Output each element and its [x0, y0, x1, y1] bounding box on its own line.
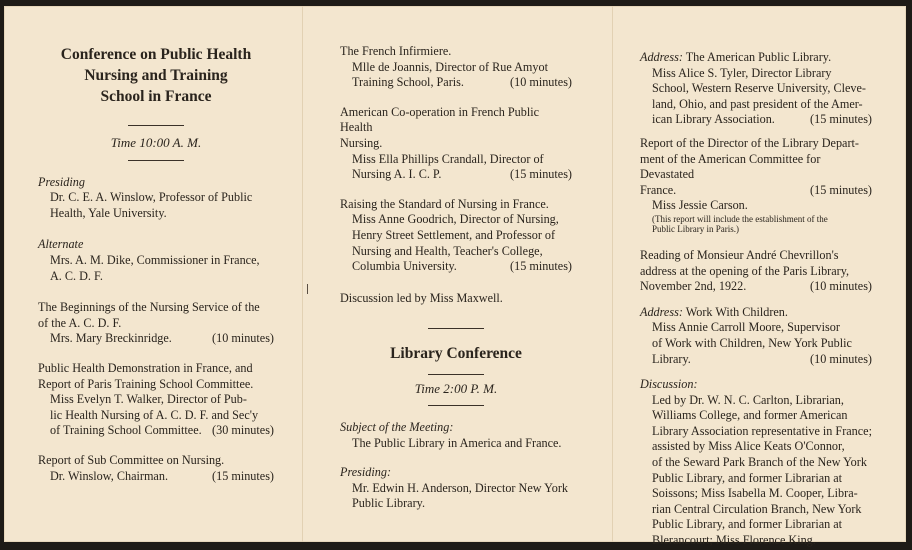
discussion-text: Library Association representative in France; — [652, 423, 872, 438]
speaker-row — [38, 331, 274, 347]
duration: (30 minutes) — [212, 423, 274, 438]
agenda-item: address at the opening of the Paris Library, — [640, 263, 850, 278]
speaker: ican Library Association. — [652, 112, 775, 127]
presiding-text: Health, Yale University. — [50, 205, 167, 220]
divider — [428, 405, 484, 406]
agenda-item: Public Health Demonstration in France, and — [38, 360, 253, 375]
speaker-row — [38, 423, 274, 439]
duration: (10 minutes) — [212, 331, 274, 346]
speaker: land, Ohio, and past president of the Amer- — [652, 96, 863, 111]
speaker: of Work with Children, New York Public — [652, 335, 852, 350]
agenda-item: Report of Paris Training School Committee. — [38, 376, 254, 391]
speaker: Nursing and Health, Teacher's College, — [352, 243, 543, 258]
speaker: Henry Street Settlement, and Professor of — [352, 227, 556, 242]
discussion-text: assisted by Miss Alice Keats O'Connor, — [652, 439, 845, 454]
library-conference-title: Library Conference — [390, 345, 522, 363]
speaker-row — [640, 112, 872, 128]
agenda-item: Nursing. — [340, 135, 383, 150]
agenda-item: Report of Sub Committee on Nursing. — [38, 452, 225, 467]
program-sheet — [4, 6, 906, 548]
divider — [128, 160, 184, 161]
presiding-label: Presiding: — [340, 465, 391, 480]
agenda-item: ment of the American Committee for Devastated — [640, 151, 821, 182]
session-time: Time 2:00 P. M. — [414, 381, 498, 397]
agenda-row: November 2nd, 1922. (10 minutes) — [640, 279, 872, 294]
speaker-row — [340, 259, 572, 275]
speaker: School, Western Reserve University, Cleve- — [652, 81, 866, 96]
speaker: Training School, Paris. — [352, 75, 464, 90]
speaker-row — [38, 469, 274, 485]
discussion-text: Blerancourt; Miss Florence King. — [652, 533, 816, 548]
duration: (15 minutes) — [810, 112, 872, 127]
duration: (15 minutes) — [510, 167, 572, 182]
note: (This report will include the establishment of the — [652, 213, 828, 224]
speaker: Miss Alice S. Tyler, Director Library — [652, 65, 832, 80]
agenda-item: Report of the Director of the Library Depart- — [640, 135, 859, 150]
speaker: Mlle de Joannis, Director of Rue Amyot — [352, 59, 548, 74]
right-panel — [640, 50, 872, 549]
agenda-item: The Beginnings of the Nursing Service of the — [38, 300, 260, 315]
divider — [428, 374, 484, 375]
discussion-text: Soissons; Miss Isabella M. Cooper, Libra- — [652, 486, 858, 501]
speaker: Miss Jessie Carson. — [652, 198, 748, 213]
speaker: Miss Ella Phillips Crandall, Director of — [352, 151, 544, 166]
subject-text: The Public Library in America and France. — [352, 435, 562, 450]
speaker-row — [340, 75, 572, 91]
speaker: Nursing A. I. C. P. — [352, 167, 442, 182]
agenda-item: The French Infirmiere. — [340, 44, 452, 58]
discussion-label: Discussion: — [640, 377, 698, 392]
discussion-text: Led by Dr. W. N. C. Carlton, Librarian, — [652, 392, 844, 407]
speaker: Miss Annie Carroll Moore, Supervisor — [652, 320, 840, 335]
discussion-text: Public Library, and former Librarian at — [652, 470, 843, 485]
duration: (10 minutes) — [810, 279, 872, 294]
speaker: Library. — [652, 351, 691, 366]
discussion-text: Public Library, and former Librarian at — [652, 517, 843, 532]
divider — [428, 328, 484, 329]
fold-line — [302, 6, 303, 542]
agenda-item: Reading of Monsieur André Chevrillon's — [640, 247, 839, 262]
discussion-text: rian Central Circulation Branch, New York — [652, 501, 862, 516]
note: Public Library in Paris.) — [652, 223, 739, 234]
speaker: Miss Anne Goodrich, Director of Nursing, — [352, 212, 559, 227]
agenda-item: Raising the Standard of Nursing in France. — [340, 196, 549, 211]
agenda-row: France. (15 minutes) — [640, 182, 872, 197]
agenda-item: American Co-operation in French Public Health — [340, 104, 540, 135]
speaker: Miss Evelyn T. Walker, Director of Pub- — [50, 392, 247, 407]
speaker-row — [640, 352, 872, 368]
duration: (15 minutes) — [510, 259, 572, 274]
presiding-text: Mr. Edwin H. Anderson, Director New York — [352, 480, 568, 495]
duration: (10 minutes) — [810, 351, 872, 366]
subject-label: Subject of the Meeting: — [340, 419, 454, 434]
address-item: Address: The American Public Library. — [640, 50, 832, 64]
address-item: Address: Work With Children. — [640, 304, 788, 319]
speaker: Mrs. Mary Breckinridge. — [50, 331, 172, 346]
divider — [128, 125, 184, 126]
presiding-label: Presiding — [38, 174, 85, 189]
agenda-item: of the A. C. D. F. — [38, 315, 122, 330]
duration: (15 minutes) — [212, 468, 274, 483]
fold-mark — [307, 284, 308, 294]
alternate-text: Mrs. A. M. Dike, Commissioner in France, — [50, 252, 260, 267]
speaker: Columbia University. — [352, 259, 457, 274]
discussion-text: of the Seward Park Branch of the New York — [652, 455, 867, 470]
alternate-label: Alternate — [38, 237, 84, 252]
middle-panel — [340, 44, 572, 512]
discussion-text: Discussion led by Miss Maxwell. — [340, 290, 503, 305]
presiding-text: Public Library. — [352, 496, 425, 511]
session-time: Time 10:00 A. M. — [110, 135, 202, 150]
left-panel — [38, 6, 274, 484]
speaker: of Training School Committee. — [50, 423, 202, 438]
speaker: Dr. Winslow, Chairman. — [50, 468, 168, 483]
fold-line — [612, 6, 613, 542]
presiding-text: Dr. C. E. A. Winslow, Professor of Public — [50, 190, 253, 205]
duration: (15 minutes) — [810, 182, 872, 197]
discussion-text: Williams College, and former American — [652, 408, 848, 423]
alternate-text: A. C. D. F. — [50, 268, 103, 283]
speaker: lic Health Nursing of A. C. D. F. and Sec'y — [50, 407, 259, 422]
duration: (10 minutes) — [510, 75, 572, 90]
conference-title: Conference on Public Health Nursing and Training School in France — [60, 46, 252, 105]
speaker-row — [340, 167, 572, 183]
